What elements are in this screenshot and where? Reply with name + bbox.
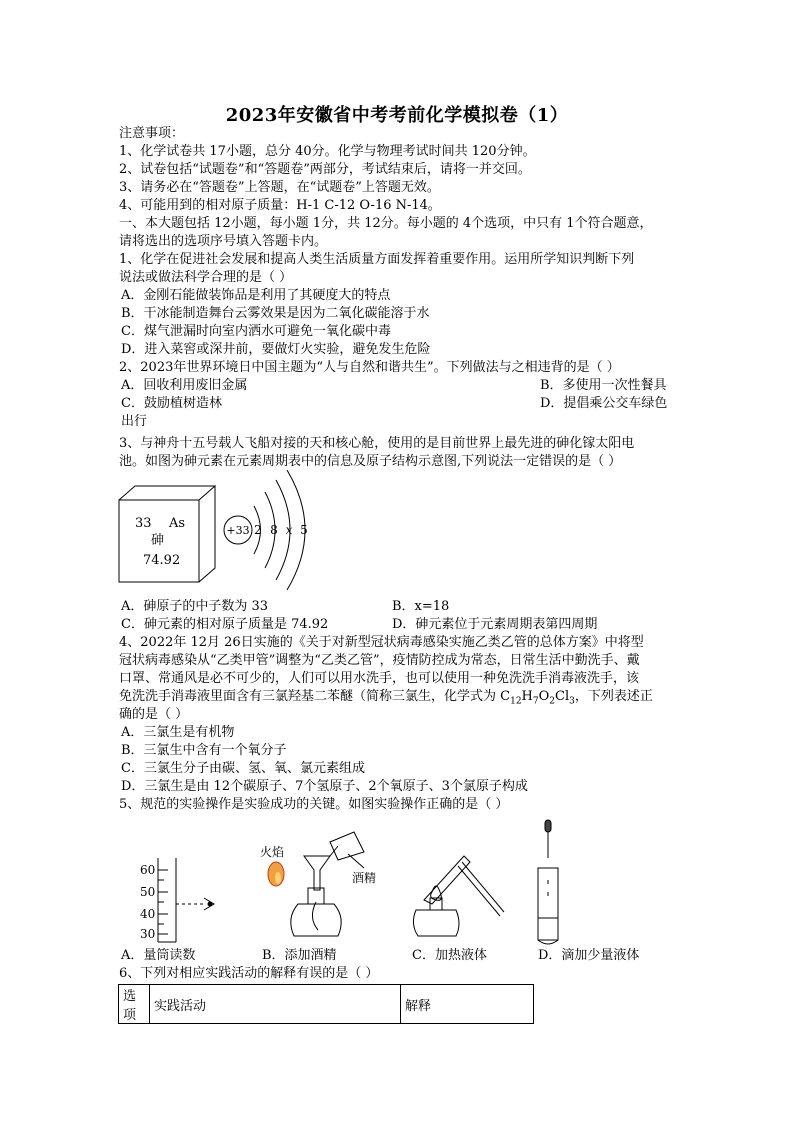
- notes-header: 注意事项：: [119, 126, 185, 141]
- flame-core-icon: [275, 872, 281, 884]
- cylinder-tick-label: 30: [140, 927, 156, 941]
- formula-subscript: 2: [549, 696, 556, 707]
- element-name: 砷: [151, 533, 165, 548]
- element-number: 33: [135, 516, 152, 531]
- question-6-table: [118, 984, 534, 1024]
- question-4-option-c: C．三氯生分子由碳、氢、氧、氯元素组成: [121, 761, 365, 776]
- chemical-formula: [500, 689, 575, 707]
- atom-structure: [224, 470, 308, 590]
- graduated-cylinder: [158, 858, 214, 942]
- question-1-option-b: B．干冰能制造舞台云雾效果是因为二氧化碳能溶于水: [121, 306, 430, 321]
- question-3-stem: 3、与神舟十五号载人飞船对接的天和核心舱，使用的是目前世界上最先进的砷化镓太阳电: [119, 436, 635, 451]
- question-4-stem: 4、2022年 12月 26日实施的《关于对新型冠状病毒感染实施乙类乙管的总体方案》中将型: [119, 635, 644, 650]
- note-line: 4、可能用到的相对原子质量：H-1 C-12 O-16 N-14。: [119, 198, 441, 213]
- nucleus-charge: +33: [226, 524, 250, 537]
- stem-text: ，下列表述正: [574, 689, 653, 704]
- cylinder-tick-label: 40: [140, 907, 156, 921]
- table-header-cell: 解释: [401, 985, 534, 1024]
- question-5-option-a: A．量筒读数: [121, 948, 196, 963]
- formula-element: C: [500, 689, 511, 704]
- question-2-option-d: D．提倡乘公交车绿色: [540, 396, 668, 411]
- test-tube-heating: [413, 856, 504, 936]
- element-symbol: As: [169, 516, 186, 531]
- section-instruction: 一、本大题包括 12小题，每小题 1分，共 12分。每小题的 4个选项，中只有 1个符合题意，: [119, 216, 653, 231]
- table-header-cell: 实践活动: [150, 985, 401, 1024]
- page-title: 2023年安徽省中考考前化学模拟卷（1）: [225, 105, 569, 126]
- question-4-stem: 口罩、常通风是必不可少的，人们可以用水洗手，也可以使用一种免洗洗手消毒液洗手，该: [119, 671, 640, 686]
- question-4-option-d: D．三氯生是由 12个碳原子、7个氢原子、2个氧原子、3个氯原子构成: [121, 779, 528, 794]
- question-2-stem: 2、2023年世界环境日中国主题为“人与自然和谐共生”。下列做法与之相违背的是（ ）: [119, 360, 620, 375]
- question-3-stem: 池。如图为砷元素在元素周期表中的信息及原子结构示意图,下列说法一定错误的是（ ）: [119, 454, 622, 469]
- question-6-stem: 6、下列对相应实践活动的解释有误的是（ ）: [119, 966, 379, 981]
- cylinder-tick-label: 50: [140, 885, 156, 899]
- cylinder-tick-label: 60: [140, 863, 156, 877]
- question-4-stem: 确的是（ ）: [119, 707, 189, 722]
- question-5-option-c: C．加热液体: [412, 948, 487, 963]
- dropper-test-tube: [538, 820, 558, 944]
- formula-subscript: 7: [532, 696, 539, 707]
- question-2-option-b: B．多使用一次性餐具: [540, 378, 667, 393]
- question-1-option-d: D．进入菜窖或深井前，要做灯火实验，避免发生危险: [121, 342, 431, 357]
- question-1-stem: 说法或做法科学合理的是（ ）: [119, 270, 293, 285]
- question-2-option-c: C．鼓励植树造林: [121, 396, 222, 411]
- note-line: 1、化学试卷共 17小题，总分 40分。化学与物理考试时间共 120分钟。: [119, 144, 536, 159]
- question-1-option-a: A．金刚石能做装饰品是利用了其硬度大的特点: [121, 288, 391, 303]
- question-5-option-b: B．添加酒精: [262, 948, 337, 963]
- question-4-stem: 冠状病毒感染从“乙类甲管”调整为“乙类乙管”，疫情防控成为常态，日常生活中勤洗手、戴: [119, 653, 640, 668]
- question-1-option-c: C．煤气泄漏时向室内洒水可避免一氧化碳中毒: [121, 324, 391, 339]
- element-mass: 74.92: [143, 553, 181, 568]
- arsenic-figure: [115, 470, 445, 592]
- shell-electron-count: 8: [270, 523, 278, 537]
- formula-element: H: [521, 689, 533, 704]
- note-line: 3、请务必在“答题卷”上答题，在“试题卷”上答题无效。: [119, 180, 440, 195]
- note-line: 2、试卷包括“试题卷”和“答题卷”两部分，考试结束后，请将一并交回。: [119, 162, 531, 177]
- question-4-stem-formula-line: [119, 688, 653, 705]
- question-4-option-b: B．三氯生中含有一个氧分子: [121, 743, 287, 758]
- lab-operations-figure: [118, 818, 658, 946]
- question-2-option-d-continued: 出行: [121, 414, 148, 429]
- section-instruction: 请将选出的选项序号填入答题卡内。: [119, 234, 328, 249]
- formula-element: O: [538, 689, 550, 704]
- stem-text: 免洗洗手消毒液里面含有三氯羟基二苯醚（简称三氯生，化学式为: [119, 689, 501, 704]
- table-header-row: [119, 985, 534, 1024]
- alcohol-label: 酒精: [352, 871, 377, 885]
- question-3-option-d: D．砷元素位于元素周期表第四周期: [392, 617, 598, 632]
- flame-label: 火焰: [260, 845, 285, 859]
- question-5-stem: 5、规范的实验操作是实验成功的关键。如图实验操作正确的是（ ）: [119, 797, 509, 812]
- question-5-option-d: D．滴加少量液体: [538, 948, 640, 963]
- formula-element: Cl: [555, 689, 570, 704]
- formula-subscript: 12: [510, 696, 522, 707]
- question-3-option-c: C．砷元素的相对原子质量是 74.92: [121, 617, 329, 632]
- shell-electron-count: 2: [254, 523, 262, 537]
- formula-subscript: 3: [569, 696, 575, 707]
- question-3-option-a: A．砷原子的中子数为 33: [121, 599, 269, 614]
- shell-electron-count: 5: [300, 523, 308, 537]
- question-3-option-b: B．x=18: [392, 599, 450, 614]
- question-2-option-a: A．回收利用废旧金属: [121, 378, 248, 393]
- table-header-cell: 选项: [119, 985, 150, 1024]
- question-4-option-a: A．三氯生是有机物: [121, 725, 235, 740]
- shell-electron-count: x: [285, 523, 293, 537]
- question-1-stem: 1、化学在促进社会发展和提高人类生活质量方面发挥着重要作用。运用所学知识判断下列: [119, 252, 635, 267]
